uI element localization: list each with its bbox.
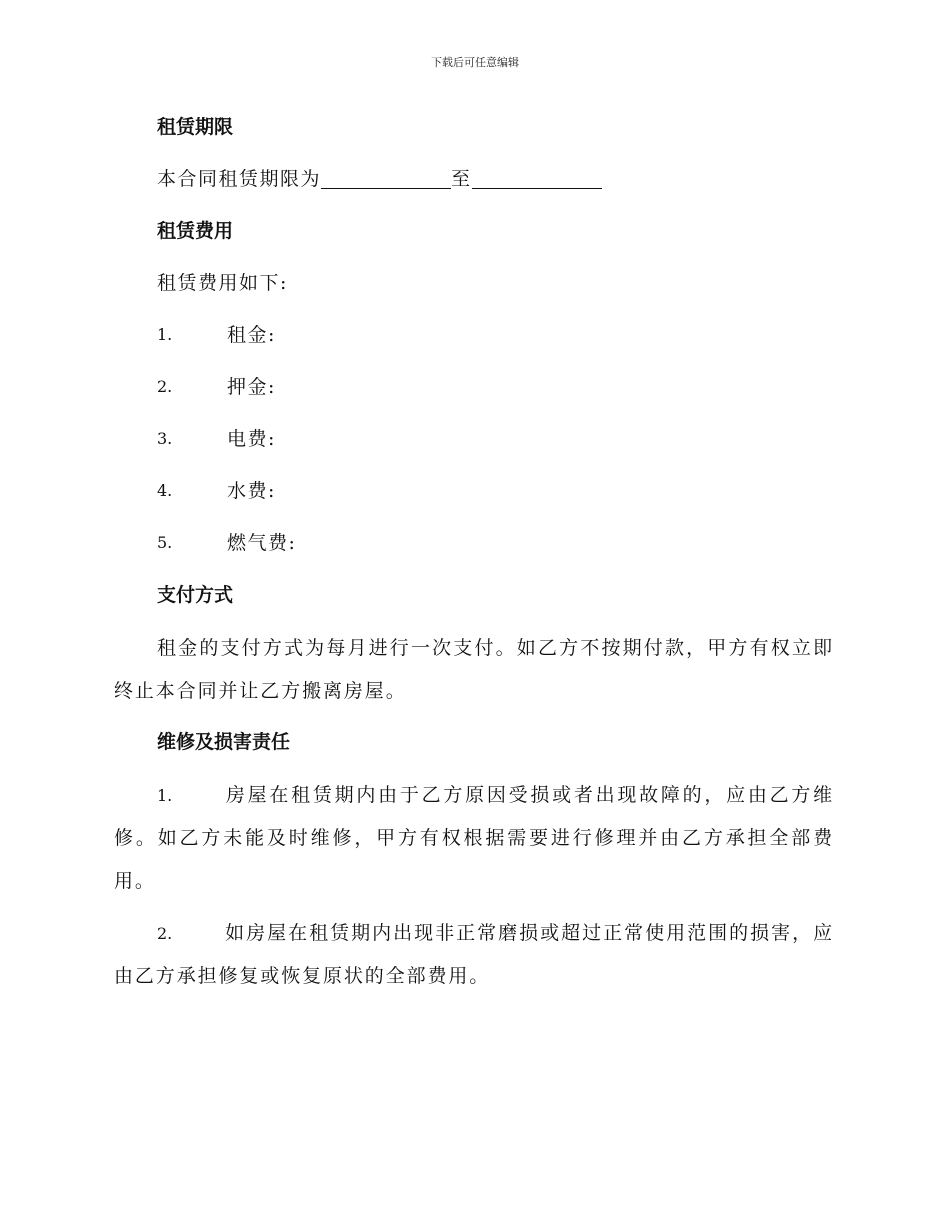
term-start-blank: [321, 162, 451, 189]
repair-item: [114, 912, 834, 998]
fee-label: 押金:: [227, 376, 276, 398]
fee-number: 5.: [157, 533, 173, 552]
fee-item: [114, 471, 834, 523]
term-end-blank: [472, 162, 602, 189]
term-text-before: 本合同租赁期限为: [157, 168, 322, 190]
term-text-between: 至: [451, 168, 472, 190]
fee-label: 电费:: [227, 428, 276, 450]
fee-item: [114, 315, 834, 367]
fee-number: 2.: [157, 377, 173, 396]
fee-label: 水费:: [227, 480, 276, 502]
term-line: [114, 159, 834, 211]
fee-number: 3.: [157, 429, 173, 448]
fee-item: [114, 367, 834, 419]
payment-paragraph: 租金的支付方式为每月进行一次支付。如乙方不按期付款，甲方有权立即终止本合同并让乙方搬离房屋。: [114, 637, 834, 702]
fee-number: 4.: [157, 481, 173, 500]
fees-intro: 租赁费用如下:: [157, 272, 288, 294]
section-heading-fees: 租赁费用: [157, 220, 234, 242]
section-heading-payment: 支付方式: [157, 584, 234, 606]
fee-number: 1.: [157, 325, 173, 344]
page-header: 下载后可任意编辑: [431, 56, 519, 69]
fee-item: [114, 523, 834, 575]
repair-item-text: 房屋在租赁期内由于乙方原因受损或者出现故障的，应由乙方维修。如乙方未能及时维修，甲方有权根据需要进行修理并由乙方承担全部费用。: [114, 784, 834, 892]
fee-label: 燃气费:: [227, 532, 297, 554]
repair-item: [114, 774, 834, 903]
document-body: [114, 107, 834, 1007]
section-heading-repair: 维修及损害责任: [157, 731, 291, 753]
fee-item: [114, 419, 834, 471]
section-heading-term: 租赁期限: [157, 116, 234, 138]
repair-item-number: 1.: [157, 786, 173, 805]
repair-item-text: 如房屋在租赁期内出现非正常磨损或超过正常使用范围的损害，应由乙方承担修复或恢复原状的全部费用。: [114, 922, 834, 987]
fee-label: 租金:: [227, 324, 276, 346]
repair-item-number: 2.: [157, 924, 173, 943]
